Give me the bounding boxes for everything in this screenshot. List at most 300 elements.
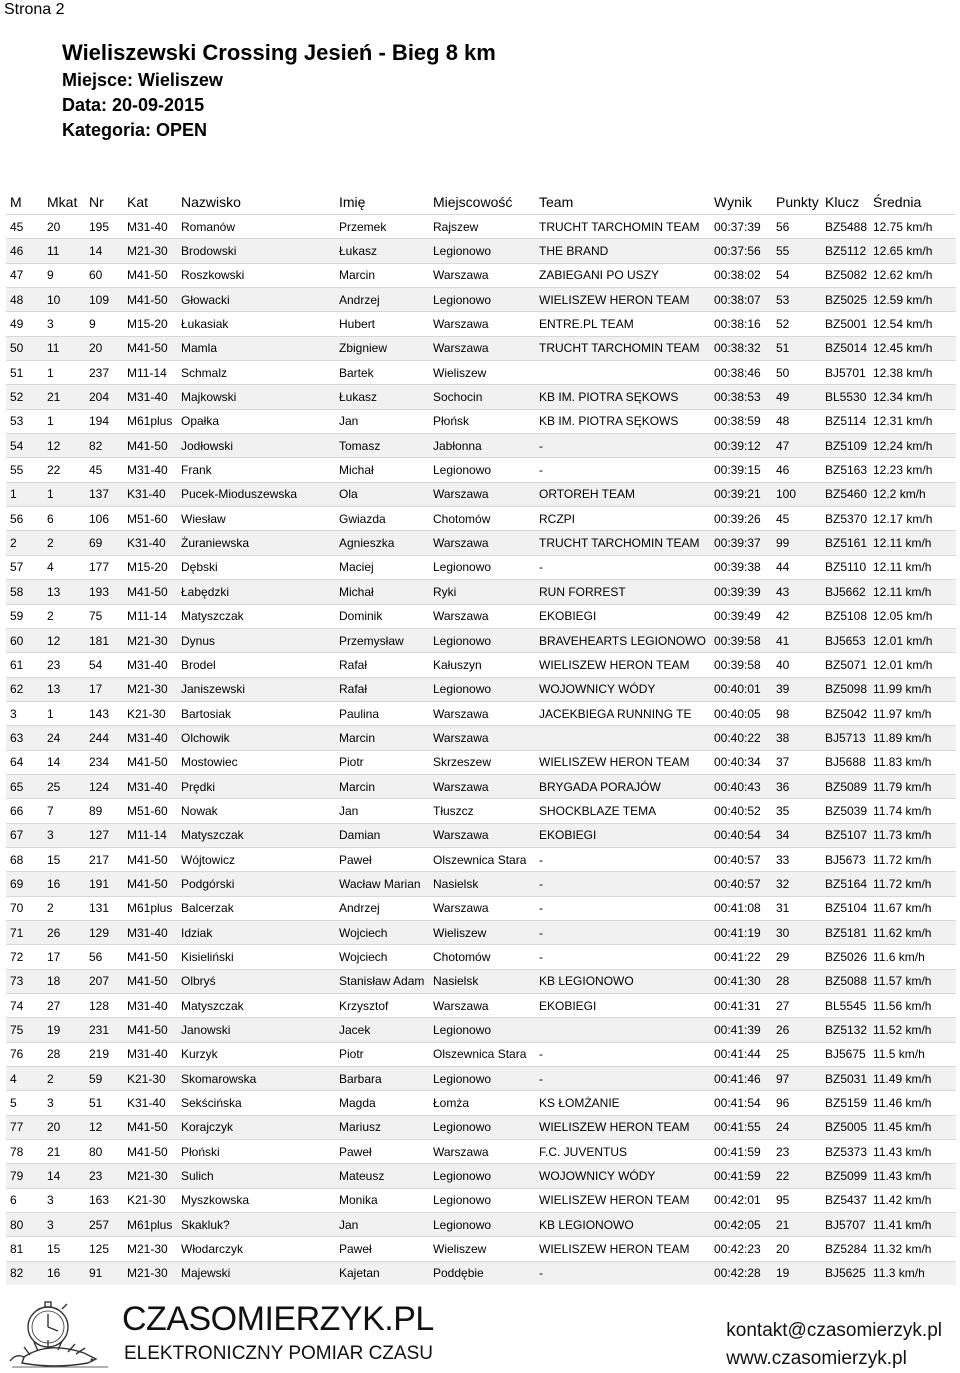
- cell-team: BRAVEHEARTS LEGIONOWO: [535, 628, 710, 652]
- cell-last-name: Podgórski: [177, 872, 335, 896]
- cell-category-place: 6: [43, 507, 85, 531]
- cell-team: -: [535, 847, 710, 871]
- cell-result-time: 00:40:22: [710, 726, 772, 750]
- cell-category-place: 10: [43, 288, 85, 312]
- cell-result-time: 00:38:59: [710, 409, 772, 433]
- cell-team: F.C. JUVENTUS: [535, 1140, 710, 1164]
- cell-city: Warszawa: [429, 336, 535, 360]
- cell-first-name: Łukasz: [335, 239, 429, 263]
- table-row: [6, 1213, 956, 1237]
- cell-last-name: Kisieliński: [177, 945, 335, 969]
- cell-age-category: M41-50: [123, 288, 177, 312]
- cell-age-category: M31-40: [123, 994, 177, 1018]
- cell-points: 47: [772, 434, 821, 458]
- cell-bib-number: 75: [85, 604, 123, 628]
- table-row: [6, 750, 956, 774]
- cell-key: BZ5110: [821, 555, 869, 579]
- cell-age-category: K21-30: [123, 1067, 177, 1091]
- cell-result-time: 00:41:39: [710, 1018, 772, 1042]
- cell-key: BZ5088: [821, 969, 869, 993]
- cell-last-name: Skakluk?: [177, 1213, 335, 1237]
- cell-last-name: Łabędzki: [177, 580, 335, 604]
- cell-bib-number: 20: [85, 336, 123, 360]
- cell-last-name: Matyszczak: [177, 994, 335, 1018]
- cell-first-name: Łukasz: [335, 385, 429, 409]
- table-row: [6, 896, 956, 920]
- cell-key: BZ5163: [821, 458, 869, 482]
- cell-average-speed: 11.79 km/h: [869, 774, 956, 798]
- table-row: [6, 263, 956, 287]
- cell-first-name: Monika: [335, 1188, 429, 1212]
- cell-points: 99: [772, 531, 821, 555]
- cell-average-speed: 11.99 km/h: [869, 677, 956, 701]
- cell-last-name: Dynus: [177, 628, 335, 652]
- column-header: Nazwisko: [181, 194, 241, 210]
- cell-points: 55: [772, 239, 821, 263]
- cell-average-speed: 12.24 km/h: [869, 434, 956, 458]
- table-row: [6, 507, 956, 531]
- cell-category-place: 3: [43, 1213, 85, 1237]
- cell-team: [535, 726, 710, 750]
- cell-last-name: Skomarowska: [177, 1067, 335, 1091]
- cell-key: BZ5042: [821, 701, 869, 725]
- cell-place: 72: [6, 945, 43, 969]
- cell-result-time: 00:41:54: [710, 1091, 772, 1115]
- cell-key: BZ5460: [821, 482, 869, 506]
- cell-result-time: 00:40:52: [710, 799, 772, 823]
- cell-team: EKOBIEGI: [535, 604, 710, 628]
- cell-key: BZ5104: [821, 896, 869, 920]
- cell-team: WOJOWNICY WÓDY: [535, 1164, 710, 1188]
- cell-key: BZ5373: [821, 1140, 869, 1164]
- cell-category-place: 24: [43, 726, 85, 750]
- cell-city: Warszawa: [429, 701, 535, 725]
- cell-last-name: Kurzyk: [177, 1042, 335, 1066]
- cell-category-place: 1: [43, 361, 85, 385]
- cell-team: WIELISZEW HERON TEAM: [535, 1115, 710, 1139]
- table-row: [6, 604, 956, 628]
- cell-key: BZ5107: [821, 823, 869, 847]
- cell-category-place: 4: [43, 555, 85, 579]
- cell-average-speed: 12.38 km/h: [869, 361, 956, 385]
- cell-bib-number: 193: [85, 580, 123, 604]
- cell-key: BZ5109: [821, 434, 869, 458]
- cell-bib-number: 217: [85, 847, 123, 871]
- cell-last-name: Mamla: [177, 336, 335, 360]
- cell-average-speed: 11.3 km/h: [869, 1261, 956, 1285]
- cell-first-name: Magda: [335, 1091, 429, 1115]
- cell-age-category: M31-40: [123, 774, 177, 798]
- cell-place: 65: [6, 774, 43, 798]
- cell-result-time: 00:40:05: [710, 701, 772, 725]
- cell-result-time: 00:38:02: [710, 263, 772, 287]
- cell-bib-number: 89: [85, 799, 123, 823]
- cell-first-name: Rafał: [335, 677, 429, 701]
- cell-last-name: Janiszewski: [177, 677, 335, 701]
- cell-average-speed: 12.01 km/h: [869, 628, 956, 652]
- cell-points: 56: [772, 215, 821, 239]
- cell-points: 53: [772, 288, 821, 312]
- cell-place: 80: [6, 1213, 43, 1237]
- cell-age-category: M61plus: [123, 409, 177, 433]
- cell-category-place: 17: [43, 945, 85, 969]
- cell-age-category: K31-40: [123, 531, 177, 555]
- cell-category-place: 1: [43, 482, 85, 506]
- cell-age-category: M31-40: [123, 458, 177, 482]
- cell-first-name: Michał: [335, 458, 429, 482]
- cell-last-name: Olbryś: [177, 969, 335, 993]
- cell-bib-number: 257: [85, 1213, 123, 1237]
- cell-bib-number: 17: [85, 677, 123, 701]
- table-row: [6, 701, 956, 725]
- cell-result-time: 00:41:08: [710, 896, 772, 920]
- cell-first-name: Przemek: [335, 215, 429, 239]
- cell-team: -: [535, 920, 710, 944]
- table-row: [6, 531, 956, 555]
- cell-place: 63: [6, 726, 43, 750]
- cell-last-name: Łukasiak: [177, 312, 335, 336]
- cell-team: [535, 361, 710, 385]
- cell-age-category: M15-20: [123, 312, 177, 336]
- cell-city: Jabłonna: [429, 434, 535, 458]
- cell-bib-number: 59: [85, 1067, 123, 1091]
- cell-points: 38: [772, 726, 821, 750]
- cell-bib-number: 14: [85, 239, 123, 263]
- cell-points: 19: [772, 1261, 821, 1285]
- cell-age-category: K21-30: [123, 1188, 177, 1212]
- cell-bib-number: 143: [85, 701, 123, 725]
- cell-result-time: 00:40:01: [710, 677, 772, 701]
- cell-team: KS ŁOMŻANIE: [535, 1091, 710, 1115]
- cell-age-category: M31-40: [123, 726, 177, 750]
- cell-city: Warszawa: [429, 994, 535, 1018]
- cell-bib-number: 56: [85, 945, 123, 969]
- cell-first-name: Bartek: [335, 361, 429, 385]
- cell-city: Olszewnica Stara: [429, 847, 535, 871]
- cell-place: 6: [6, 1188, 43, 1212]
- column-header: Nr: [89, 194, 104, 210]
- cell-last-name: Janowski: [177, 1018, 335, 1042]
- table-row: [6, 1018, 956, 1042]
- column-header: Średnia: [873, 194, 922, 210]
- cell-city: Wieliszew: [429, 361, 535, 385]
- cell-age-category: M11-14: [123, 604, 177, 628]
- cell-bib-number: 195: [85, 215, 123, 239]
- cell-team: TRUCHT TARCHOMIN TEAM: [535, 531, 710, 555]
- cell-key: BL5545: [821, 994, 869, 1018]
- page-number-label: Strona 2: [4, 1, 65, 18]
- cell-result-time: 00:39:15: [710, 458, 772, 482]
- cell-team: WIELISZEW HERON TEAM: [535, 1188, 710, 1212]
- cell-city: Sochocin: [429, 385, 535, 409]
- event-title: Wieliszewski Crossing Jesień - Bieg 8 km: [62, 40, 496, 65]
- table-row: [6, 799, 956, 823]
- table-row: [6, 1140, 956, 1164]
- cell-place: 2: [6, 531, 43, 555]
- cell-points: 51: [772, 336, 821, 360]
- cell-city: Warszawa: [429, 531, 535, 555]
- table-row: [6, 385, 956, 409]
- cell-city: Rajszew: [429, 215, 535, 239]
- cell-category-place: 3: [43, 1188, 85, 1212]
- cell-bib-number: 125: [85, 1237, 123, 1261]
- table-row: [6, 774, 956, 798]
- cell-key: BZ5099: [821, 1164, 869, 1188]
- cell-points: 44: [772, 555, 821, 579]
- cell-city: Legionowo: [429, 1067, 535, 1091]
- cell-points: 29: [772, 945, 821, 969]
- cell-first-name: Paweł: [335, 847, 429, 871]
- cell-team: RCZPI: [535, 507, 710, 531]
- cell-place: 59: [6, 604, 43, 628]
- cell-category-place: 20: [43, 215, 85, 239]
- cell-bib-number: 137: [85, 482, 123, 506]
- cell-last-name: Olchowik: [177, 726, 335, 750]
- cell-average-speed: 11.42 km/h: [869, 1188, 956, 1212]
- cell-team: WOJOWNICY WÓDY: [535, 677, 710, 701]
- cell-place: 53: [6, 409, 43, 433]
- cell-result-time: 00:39:26: [710, 507, 772, 531]
- cell-age-category: M41-50: [123, 434, 177, 458]
- cell-average-speed: 11.67 km/h: [869, 896, 956, 920]
- cell-result-time: 00:39:39: [710, 580, 772, 604]
- cell-average-speed: 12.62 km/h: [869, 263, 956, 287]
- cell-city: Chotomów: [429, 507, 535, 531]
- cell-place: 77: [6, 1115, 43, 1139]
- table-row: [6, 409, 956, 433]
- cell-average-speed: 11.5 km/h: [869, 1042, 956, 1066]
- cell-key: BZ5089: [821, 774, 869, 798]
- table-row: [6, 945, 956, 969]
- cell-age-category: M21-30: [123, 1164, 177, 1188]
- cell-result-time: 00:39:21: [710, 482, 772, 506]
- cell-city: Legionowo: [429, 239, 535, 263]
- cell-key: BZ5014: [821, 336, 869, 360]
- cell-last-name: Nowak: [177, 799, 335, 823]
- cell-points: 40: [772, 653, 821, 677]
- table-row: [6, 969, 956, 993]
- cell-average-speed: 12.45 km/h: [869, 336, 956, 360]
- table-row: [6, 336, 956, 360]
- cell-first-name: Marcin: [335, 726, 429, 750]
- column-header: Klucz: [825, 194, 860, 210]
- cell-first-name: Wojciech: [335, 920, 429, 944]
- table-row: [6, 1067, 956, 1091]
- cell-place: 71: [6, 920, 43, 944]
- cell-category-place: 3: [43, 1091, 85, 1115]
- cell-city: Warszawa: [429, 604, 535, 628]
- cell-first-name: Marcin: [335, 263, 429, 287]
- brand-name: CZASOMIERZYK.PL: [122, 1300, 434, 1338]
- cell-average-speed: 11.43 km/h: [869, 1140, 956, 1164]
- cell-result-time: 00:41:55: [710, 1115, 772, 1139]
- cell-average-speed: 11.57 km/h: [869, 969, 956, 993]
- cell-key: BZ5025: [821, 288, 869, 312]
- cell-points: 52: [772, 312, 821, 336]
- cell-bib-number: 91: [85, 1261, 123, 1285]
- table-row: [6, 555, 956, 579]
- cell-age-category: M61plus: [123, 896, 177, 920]
- cell-bib-number: 124: [85, 774, 123, 798]
- cell-place: 51: [6, 361, 43, 385]
- cell-team: KB LEGIONOWO: [535, 1213, 710, 1237]
- table-row: [6, 677, 956, 701]
- cell-first-name: Jan: [335, 409, 429, 433]
- cell-key: BZ5082: [821, 263, 869, 287]
- cell-points: 95: [772, 1188, 821, 1212]
- cell-average-speed: 11.89 km/h: [869, 726, 956, 750]
- cell-key: BZ5114: [821, 409, 869, 433]
- cell-first-name: Przemysław: [335, 628, 429, 652]
- cell-result-time: 00:40:57: [710, 847, 772, 871]
- table-row: [6, 1042, 956, 1066]
- table-row: [6, 215, 956, 239]
- cell-city: Łomża: [429, 1091, 535, 1115]
- cell-first-name: Jan: [335, 1213, 429, 1237]
- cell-city: Warszawa: [429, 263, 535, 287]
- cell-average-speed: 12.01 km/h: [869, 653, 956, 677]
- cell-first-name: Andrzej: [335, 288, 429, 312]
- cell-category-place: 22: [43, 458, 85, 482]
- cell-result-time: 00:41:30: [710, 969, 772, 993]
- cell-place: 47: [6, 263, 43, 287]
- cell-age-category: M11-14: [123, 361, 177, 385]
- table-row: [6, 920, 956, 944]
- table-row: [6, 239, 956, 263]
- cell-team: KB LEGIONOWO: [535, 969, 710, 993]
- cell-city: Wieliszew: [429, 1237, 535, 1261]
- cell-place: 1: [6, 482, 43, 506]
- cell-place: 64: [6, 750, 43, 774]
- cell-place: 58: [6, 580, 43, 604]
- cell-bib-number: 131: [85, 896, 123, 920]
- cell-last-name: Sekścińska: [177, 1091, 335, 1115]
- cell-city: Olszewnica Stara: [429, 1042, 535, 1066]
- cell-bib-number: 45: [85, 458, 123, 482]
- cell-last-name: Majkowski: [177, 385, 335, 409]
- cell-bib-number: 231: [85, 1018, 123, 1042]
- cell-place: 57: [6, 555, 43, 579]
- cell-last-name: Romanów: [177, 215, 335, 239]
- table-row: [6, 847, 956, 871]
- cell-points: 36: [772, 774, 821, 798]
- cell-bib-number: 177: [85, 555, 123, 579]
- cell-age-category: M41-50: [123, 847, 177, 871]
- cell-points: 34: [772, 823, 821, 847]
- cell-average-speed: 11.97 km/h: [869, 701, 956, 725]
- cell-points: 31: [772, 896, 821, 920]
- cell-key: BZ5132: [821, 1018, 869, 1042]
- column-header: Imię: [339, 194, 366, 210]
- cell-place: 3: [6, 701, 43, 725]
- cell-place: 54: [6, 434, 43, 458]
- cell-age-category: M41-50: [123, 872, 177, 896]
- cell-points: 24: [772, 1115, 821, 1139]
- cell-team: EKOBIEGI: [535, 823, 710, 847]
- cell-points: 23: [772, 1140, 821, 1164]
- cell-team: THE BRAND: [535, 239, 710, 263]
- cell-team: -: [535, 1042, 710, 1066]
- brand-subtitle: ELEKTRONICZNY POMIAR CZASU: [124, 1343, 433, 1364]
- cell-category-place: 27: [43, 994, 85, 1018]
- cell-bib-number: 181: [85, 628, 123, 652]
- cell-city: Kałuszyn: [429, 653, 535, 677]
- cell-city: Legionowo: [429, 1188, 535, 1212]
- cell-bib-number: 204: [85, 385, 123, 409]
- cell-result-time: 00:42:28: [710, 1261, 772, 1285]
- cell-city: Nasielsk: [429, 969, 535, 993]
- cell-average-speed: 11.73 km/h: [869, 823, 956, 847]
- cell-category-place: 13: [43, 580, 85, 604]
- cell-points: 97: [772, 1067, 821, 1091]
- cell-age-category: M41-50: [123, 750, 177, 774]
- cell-team: KB IM. PIOTRA SĘKOWS: [535, 409, 710, 433]
- cell-place: 62: [6, 677, 43, 701]
- cell-city: Wieliszew: [429, 920, 535, 944]
- cell-last-name: Wójtowicz: [177, 847, 335, 871]
- cell-category-place: 2: [43, 1067, 85, 1091]
- cell-points: 100: [772, 482, 821, 506]
- table-row: [6, 482, 956, 506]
- cell-first-name: Ola: [335, 482, 429, 506]
- cell-average-speed: 11.56 km/h: [869, 994, 956, 1018]
- cell-key: BJ5673: [821, 847, 869, 871]
- table-row: [6, 1261, 956, 1285]
- contact-email[interactable]: kontakt@czasomierzyk.pl: [726, 1320, 942, 1341]
- cell-first-name: Krzysztof: [335, 994, 429, 1018]
- cell-place: 69: [6, 872, 43, 896]
- cell-team: -: [535, 434, 710, 458]
- cell-key: BJ5625: [821, 1261, 869, 1285]
- cell-team: KB IM. PIOTRA SĘKOWS: [535, 385, 710, 409]
- cell-place: 46: [6, 239, 43, 263]
- cell-average-speed: 11.62 km/h: [869, 920, 956, 944]
- cell-average-speed: 12.11 km/h: [869, 555, 956, 579]
- cell-result-time: 00:40:43: [710, 774, 772, 798]
- cell-category-place: 16: [43, 872, 85, 896]
- cell-key: BJ5707: [821, 1213, 869, 1237]
- cell-points: 25: [772, 1042, 821, 1066]
- cell-first-name: Paulina: [335, 701, 429, 725]
- cell-city: Legionowo: [429, 555, 535, 579]
- table-row: [6, 823, 956, 847]
- cell-bib-number: 237: [85, 361, 123, 385]
- cell-place: 66: [6, 799, 43, 823]
- cell-team: ENTRE.PL TEAM: [535, 312, 710, 336]
- cell-first-name: Michał: [335, 580, 429, 604]
- cell-category-place: 15: [43, 1237, 85, 1261]
- contact-website[interactable]: www.czasomierzyk.pl: [726, 1348, 907, 1369]
- cell-last-name: Brodowski: [177, 239, 335, 263]
- cell-key: BZ5005: [821, 1115, 869, 1139]
- cell-result-time: 00:42:01: [710, 1188, 772, 1212]
- table-row: [6, 361, 956, 385]
- cell-team: BRYGADA PORAJÓW: [535, 774, 710, 798]
- cell-average-speed: 11.41 km/h: [869, 1213, 956, 1237]
- cell-bib-number: 219: [85, 1042, 123, 1066]
- cell-points: 35: [772, 799, 821, 823]
- cell-category-place: 2: [43, 896, 85, 920]
- cell-first-name: Zbigniew: [335, 336, 429, 360]
- cell-city: Warszawa: [429, 896, 535, 920]
- cell-average-speed: 11.49 km/h: [869, 1067, 956, 1091]
- table-row: [6, 1091, 956, 1115]
- cell-age-category: K31-40: [123, 1091, 177, 1115]
- cell-city: Chotomów: [429, 945, 535, 969]
- cell-average-speed: 12.34 km/h: [869, 385, 956, 409]
- cell-last-name: Myszkowska: [177, 1188, 335, 1212]
- table-row: [6, 872, 956, 896]
